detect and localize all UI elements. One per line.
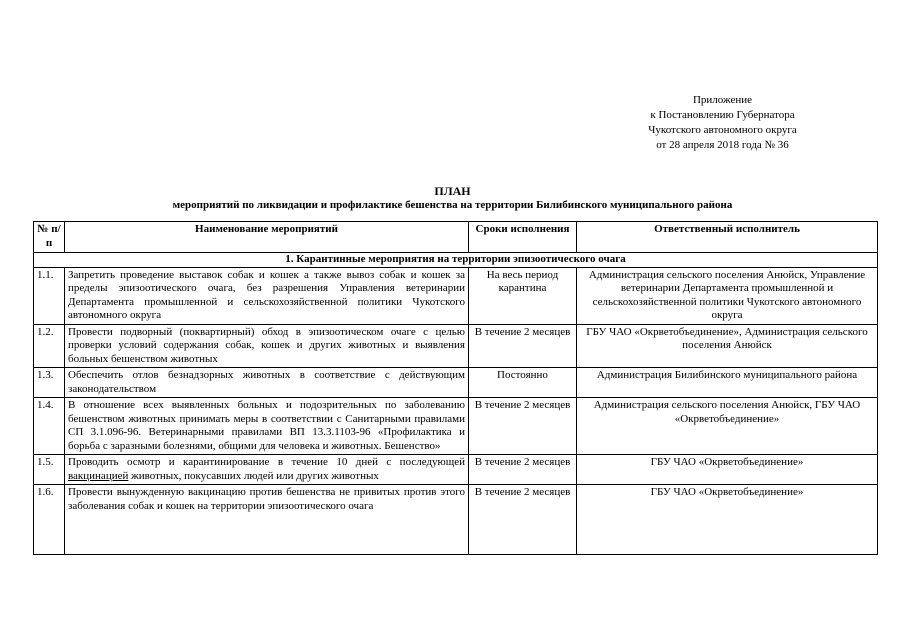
- row-name: [65, 455, 469, 485]
- table-row: [34, 368, 878, 398]
- appendix-line: Чукотского автономного округа: [648, 124, 797, 136]
- row-term: В течение 2 месяцев: [469, 398, 577, 455]
- row-term: В течение 2 месяцев: [469, 485, 577, 555]
- section-row: [34, 253, 878, 268]
- row-name: Запретить проведение выставок собак и кошек а также вывоз собак и кошек за пределы эпизоотического очага, без разрешения Управления ветеринарии Департамента промышленной и сельскохозяйственной политики Чукотского автономного округа: [65, 267, 469, 324]
- table-row: [34, 485, 878, 555]
- row-resp: Администрация сельского поселения Анюйск, ГБУ ЧАО «Окрветобъединение»: [577, 398, 878, 455]
- table-row: [34, 267, 878, 324]
- header-num: № п/п: [34, 222, 65, 253]
- row-term: На весь период карантина: [469, 267, 577, 324]
- row-name: Провести подворный (поквартирный) обход в эпизоотическом очаге с целью проверки условий содержания собак, кошек и других животных и выявления больных бешенством животных: [65, 324, 469, 368]
- section-title: 1. Карантинные мероприятия на территории эпизоотического очага: [34, 253, 878, 268]
- table-row: [34, 398, 878, 455]
- header-name: Наименование мероприятий: [65, 222, 469, 253]
- row-resp: ГБУ ЧАО «Окрветобъединение»: [577, 455, 878, 485]
- appendix-line: к Постановлению Губернатора: [650, 109, 795, 121]
- appendix-line: Приложение: [692, 94, 753, 106]
- header-resp: Ответственный исполнитель: [577, 222, 878, 253]
- row-term: Постоянно: [469, 368, 577, 398]
- row-resp: ГБУ ЧАО «Окрветобъединение», Администрация сельского поселения Анюйск: [577, 324, 878, 368]
- row-num: 1.5.: [34, 455, 65, 485]
- row-num: 1.2.: [34, 324, 65, 368]
- table-row: [34, 455, 878, 485]
- row-name-text: Проводить осмотр и карантинирование в течение 10 дней с последующей: [68, 456, 465, 468]
- row-name: Провести вынужденную вакцинацию против бешенства не привитых против этого заболевания собак и кошек на территории эпизоотического очага: [65, 485, 469, 555]
- row-num: 1.1.: [34, 267, 65, 324]
- appendix-block: [600, 93, 845, 153]
- document-subtitle: мероприятий по ликвидации и профилактике бешенства на территории Билибинского муниципального района: [172, 199, 733, 211]
- row-name: Обеспечить отлов безнадзорных животных в соответствие с действующим законодательством: [65, 368, 469, 398]
- row-num: 1.4.: [34, 398, 65, 455]
- row-resp: Администрация Билибинского муниципального района: [577, 368, 878, 398]
- table-header-row: [34, 222, 878, 253]
- row-name-text: животных, покусавших людей или других животных: [128, 469, 379, 482]
- row-resp: Администрация сельского поселения Анюйск, Управление ветеринарии Департамента промышленной и сельскохозяйственной политики Чукотского автономного округа: [577, 267, 878, 324]
- row-resp: ГБУ ЧАО «Окрветобъединение»: [577, 485, 878, 555]
- underlined-word: вакцинацией: [68, 469, 129, 482]
- table-row: [34, 324, 878, 368]
- document-title: ПЛАН: [434, 184, 471, 198]
- header-term: Сроки исполнения: [469, 222, 577, 253]
- row-num: 1.3.: [34, 368, 65, 398]
- row-name: В отношение всех выявленных больных и подозрительных по заболеванию бешенством животных принимать меры в соответствии с Санитарными правилами СП 3.1.096-96. Ветеринарными правилами ВП 13.3.1103-96 «Профилактика и борьба с заразными болезнями, общими для человека и животных. Бешенство»: [65, 398, 469, 455]
- row-term: В течение 2 месяцев: [469, 324, 577, 368]
- plan-table: [33, 221, 878, 555]
- row-num: 1.6.: [34, 485, 65, 555]
- row-term: В течение 2 месяцев: [469, 455, 577, 485]
- appendix-line: от 28 апреля 2018 года № 36: [656, 139, 789, 151]
